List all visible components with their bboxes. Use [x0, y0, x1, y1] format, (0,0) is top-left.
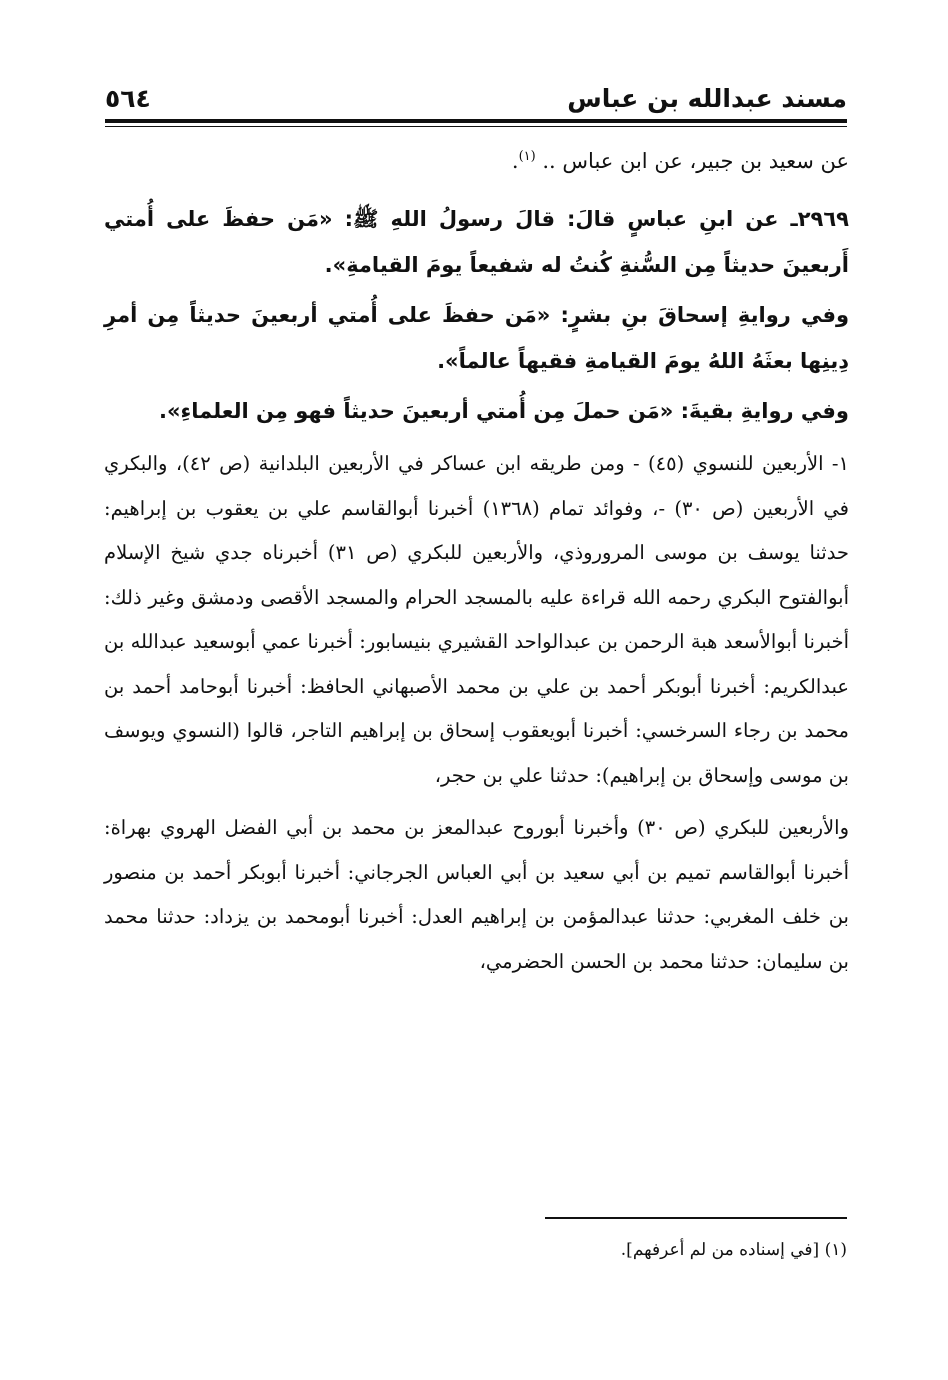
main-text: [104, 138, 849, 984]
hadith-text: عن ابنِ عباسٍ قالَ: قالَ رسولُ اللهِ ﷺ: «مَن حفظَ على أُمتي أَربعينَ حديثاً مِن السُّنةِ كُنتُ له شفيعاً يومَ القيامةِ».: [104, 207, 849, 277]
running-header: [105, 82, 847, 120]
hadith-paragraph: [104, 196, 849, 288]
paragraph-continuation: [104, 138, 849, 184]
continuation-text: عن سعيد بن جبير، عن ابن عباس ..: [535, 149, 849, 173]
takhrij-paragraph-2: والأربعين للبكري (ص ٣٠) وأخبرنا أبوروح عبدالمعز بن محمد بن أبي الفضل الهروي بهراة: أخبرنا أبوالقاسم تميم بن أبي سعيد بن أبي العباس الجرجاني: أخبرنا أبوبكر أحمد بن منصور بن خلف المغربي: حدثنا عبدالمؤمن بن إبراهيم العدل: أخبرنا أبومحمد بن يزداد: حدثنا محمد بن سليمان: حدثنا محمد بن الحسن الحضرمي،: [104, 816, 849, 973]
footnote-separator: [545, 1217, 847, 1219]
book-title: مسند عبدالله بن عباس: [567, 84, 847, 113]
footnote: (١) [في إسناده من لم أعرفهم].: [620, 1240, 847, 1260]
page-number: ٥٦٤: [105, 84, 151, 113]
takhrij-notes: [104, 442, 849, 984]
footnote-marker: (١): [518, 149, 536, 164]
header-rule-thin: [105, 126, 847, 127]
narration-baqiyya: وفي روايةِ بقيةَ: «مَن حملَ مِن أُمتي أربعينَ حديثاً فهو مِن العلماءِ».: [158, 399, 849, 423]
narration-ishaq: وفي روايةِ إسحاقَ بنِ بشرٍ: «مَن حفظَ على أُمتي أربعينَ حديثاً مِن أمرِ دِينِها بعثَهُ اللهُ يومَ القيامةِ فقيهاً عالماً».: [104, 303, 849, 373]
hadith-number: ٢٩٦٩ـ: [790, 207, 849, 231]
header-rule-thick: [105, 119, 847, 123]
continuation-end: .: [511, 149, 519, 173]
takhrij-paragraph-1: ١- الأربعين للنسوي (٤٥) - ومن طريقه ابن عساكر في الأربعين البلدانية (ص ٤٢)، والبكري في الأربعين (ص ٣٠) -، وفوائد تمام (١٣٦٨) أخبرنا أبوالقاسم علي بن يعقوب بن إبراهيم: حدثنا يوسف بن موسى المروروذي، والأربعين للبكري (ص ٣١) أخبرناه جدي شيخ الإسلام أبوالفتوح البكري رحمه الله قراءة عليه بالمسجد الحرام والمسجد الأقصى ودمشق وغير ذلك: أخبرنا أبوالأسعد هبة الرحمن بن عبدالواحد القشيري بنيسابور: أخبرنا عمي أبوسعيد عبدالله بن عبدالكريم: أخبرنا أبوبكر أحمد بن علي بن محمد الأصبهاني الحافظ: أخبرنا أبوحامد أحمد بن محمد بن رجاء السرخسي: أخبرنا أبويعقوب إسحاق بن إبراهيم التاجر، قالوا (النسوي ويوسف بن موسى وإسحاق بن إبراهيم): حدثنا علي بن حجر،: [104, 452, 850, 787]
